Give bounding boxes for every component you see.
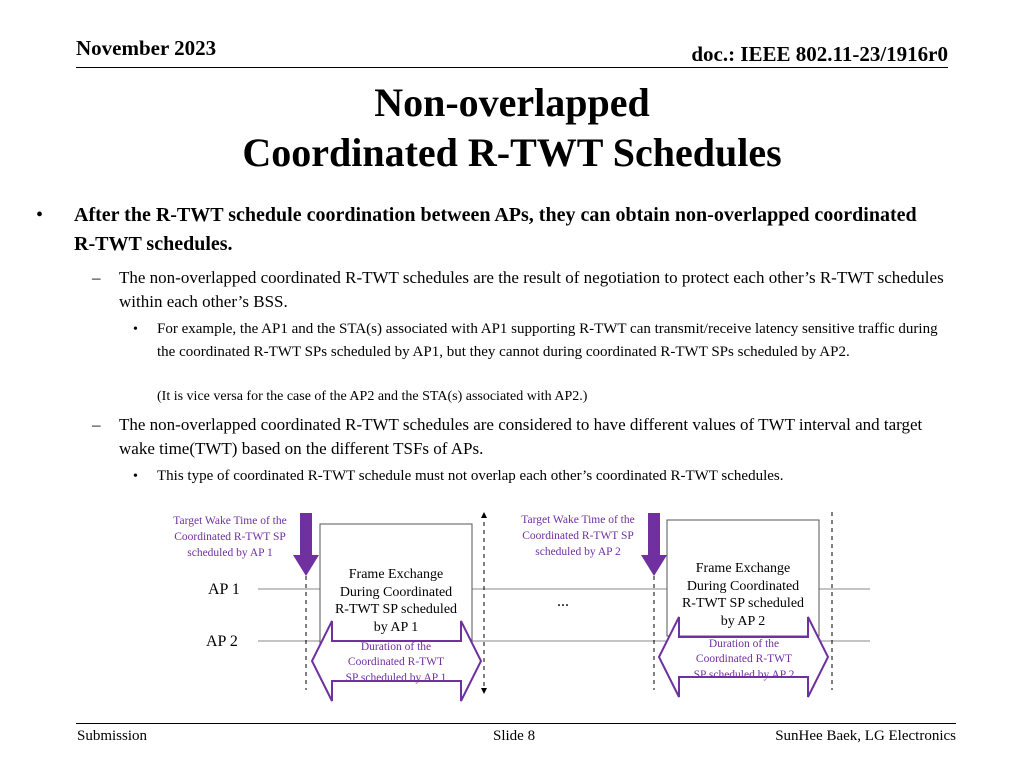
header-doc-id: doc.: IEEE 802.11-23/1916r0 <box>691 42 948 66</box>
dot-marker: • <box>133 322 138 337</box>
dash-marker: – <box>92 415 101 434</box>
sub-bullet-2-text: The non-overlapped coordinated R-TWT schedules are considered to have different values of TWT interval and target wake time(TWT) based on the different TSFs of APs. <box>119 415 923 458</box>
sub-bullet-1-text: The non-overlapped coordinated R-TWT schedules are the result of negotiation to protect each other’s R-TWT schedules within each other’s BSS. <box>119 268 944 311</box>
footer-divider <box>76 723 956 724</box>
frame-ap1-line3: R-TWT SP scheduled <box>334 602 458 617</box>
frame-ap1-line2: During Coordinated <box>339 585 453 600</box>
header-date: November 2023 <box>76 36 217 60</box>
twt-ap1-label-line1: Target Wake Time of the <box>173 515 287 527</box>
frame-ap2-line2: During Coordinated <box>686 579 800 594</box>
sub-bullet-2-detail-text: This type of coordinated R-TWT schedule must not overlap each other’s coordinated R-TWT schedules. <box>157 468 784 484</box>
duration-ap2-line2: Coordinated R-TWT <box>695 653 793 665</box>
duration-ap2-line1: Duration of the <box>708 638 780 650</box>
frame-ap1-line1: Frame Exchange <box>348 567 444 582</box>
footer-author: SunHee Baek, LG Electronics <box>775 728 956 744</box>
duration-ap2-line3: SP scheduled by AP 2 <box>693 669 795 681</box>
dot-marker: • <box>133 469 138 484</box>
sub-bullet-1-detail-text: For example, the AP1 and the STA(s) associated with AP1 supporting R-TWT can transmit/receive latency sensitive traffic during the coordinated R-TWT SPs scheduled by AP1, but they cannot during coordinated R-TWT SPs scheduled by AP2. <box>157 321 938 360</box>
sp1-end-guide-arrowhead <box>481 688 487 694</box>
sp1-end-guide-arrowhead <box>481 512 487 518</box>
frame-ap2-line1: Frame Exchange <box>695 561 791 576</box>
slide-title-line1: Non-overlapped <box>374 80 650 125</box>
bullet-marker: • <box>36 204 44 226</box>
frame-ap2-line3: R-TWT SP scheduled <box>681 596 805 611</box>
twt-ap1-label-line3: scheduled by AP 1 <box>187 547 273 559</box>
twt-ap2-label-line1: Target Wake Time of the <box>521 514 635 526</box>
dash-marker: – <box>92 268 101 287</box>
twt-ap2-label-line3: scheduled by AP 2 <box>535 546 621 558</box>
twt-arrow-ap1 <box>293 513 319 576</box>
footer-slide-number: Slide 8 <box>493 728 536 744</box>
frame-ap1-line4: by AP 1 <box>373 620 419 635</box>
slide-title-line2: Coordinated R-TWT Schedules <box>242 130 782 175</box>
sub-bullet-1-note: (It is vice versa for the case of the AP2 and the STA(s) associated with AP2.) <box>157 389 588 404</box>
diagram-ellipsis: ... <box>557 593 569 610</box>
frame-ap2-line4: by AP 2 <box>720 614 766 629</box>
main-bullet-text: After the R-TWT schedule coordination between APs, they can obtain non-overlapped coordinated R-TWT schedules. <box>74 204 917 255</box>
ap2-label: AP 2 <box>206 633 238 650</box>
twt-ap2-label-line2: Coordinated R-TWT SP <box>522 530 634 542</box>
footer-submission: Submission <box>77 728 148 744</box>
ap1-label: AP 1 <box>208 581 240 598</box>
duration-ap1-line1: Duration of the <box>360 641 432 653</box>
duration-ap1-line3: SP scheduled by AP 1 <box>345 672 447 684</box>
twt-ap1-label-line2: Coordinated R-TWT SP <box>174 531 286 543</box>
duration-ap1-line2: Coordinated R-TWT <box>347 656 445 668</box>
twt-arrow-ap2 <box>641 513 667 576</box>
